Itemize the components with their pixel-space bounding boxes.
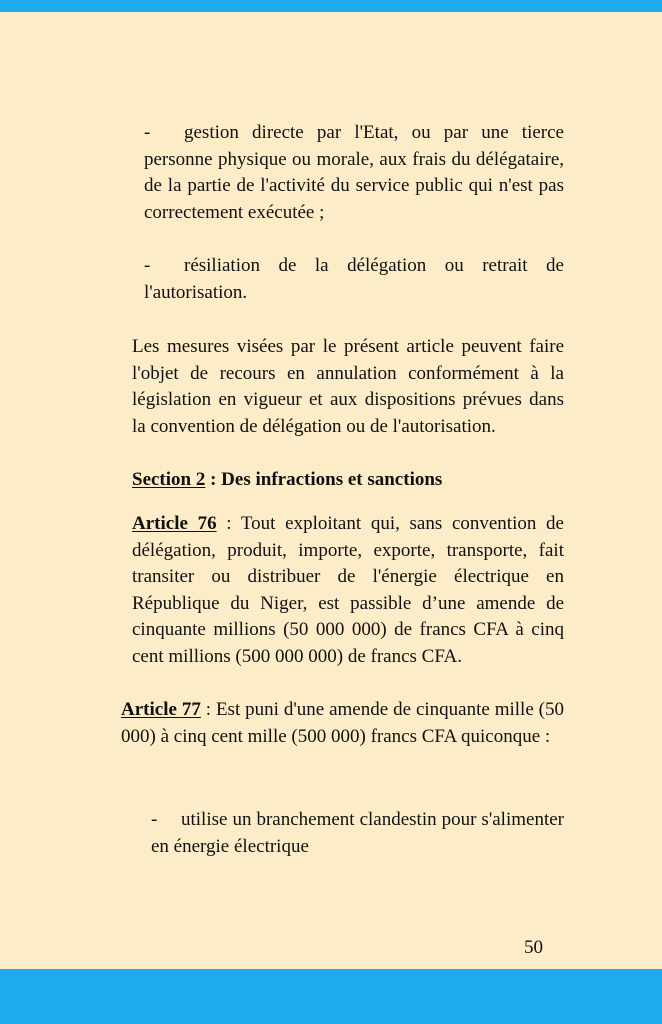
bullet-dash: - <box>151 809 158 830</box>
bullet-dash: - <box>144 255 151 276</box>
article-76-label: Article 76 <box>132 513 217 534</box>
paragraph-measures: Les mesures visées par le présent article peuvent faire l'objet de recours en annulation conformément à la législation en vigueur et aux dispositions prévues dans la convention de délégation ou de l'autorisation. <box>132 336 564 437</box>
article-76 <box>132 511 564 670</box>
top-bar <box>0 0 662 12</box>
article-77-label: Article 77 <box>121 699 201 720</box>
section-heading <box>132 467 564 494</box>
bullet-dash: - <box>144 122 151 143</box>
article-77 <box>121 697 564 750</box>
bullet-direct-management <box>144 120 564 226</box>
bullet-text: utilise un branchement clandestin pour s'alimenter en énergie électrique <box>151 809 564 857</box>
bullet-text: gestion directe par l'Etat, ou par une tierce personne physique ou morale, aux frais du délégataire, de la partie de l'activité du service public qui n'est pas correctement exécutée ; <box>144 122 564 223</box>
article-77-text: : Est puni d'une amende de cinquante mille (50 000) à cinq cent mille (500 000) francs CFA quiconque : <box>121 699 565 747</box>
bullet-termination <box>144 253 564 306</box>
page-number: 50 <box>524 937 543 958</box>
section-label: Section 2 <box>132 469 206 490</box>
section-title: : Des infractions et sanctions <box>205 469 443 490</box>
article-76-text: : Tout exploitant qui, sans convention de délégation, produit, importe, exporte, transporte, fait transiter ou distribuer de l'énergie électrique en République du Niger, est passible d’une amende de cinquante millions (50 000 000) de francs CFA à cinq cent millions (500 000 000) de francs CFA. <box>132 513 564 667</box>
bullet-clandestine-connection <box>151 807 564 860</box>
bottom-bar <box>0 969 662 1024</box>
bullet-text: résiliation de la délégation ou retrait de l'autorisation. <box>144 255 564 303</box>
